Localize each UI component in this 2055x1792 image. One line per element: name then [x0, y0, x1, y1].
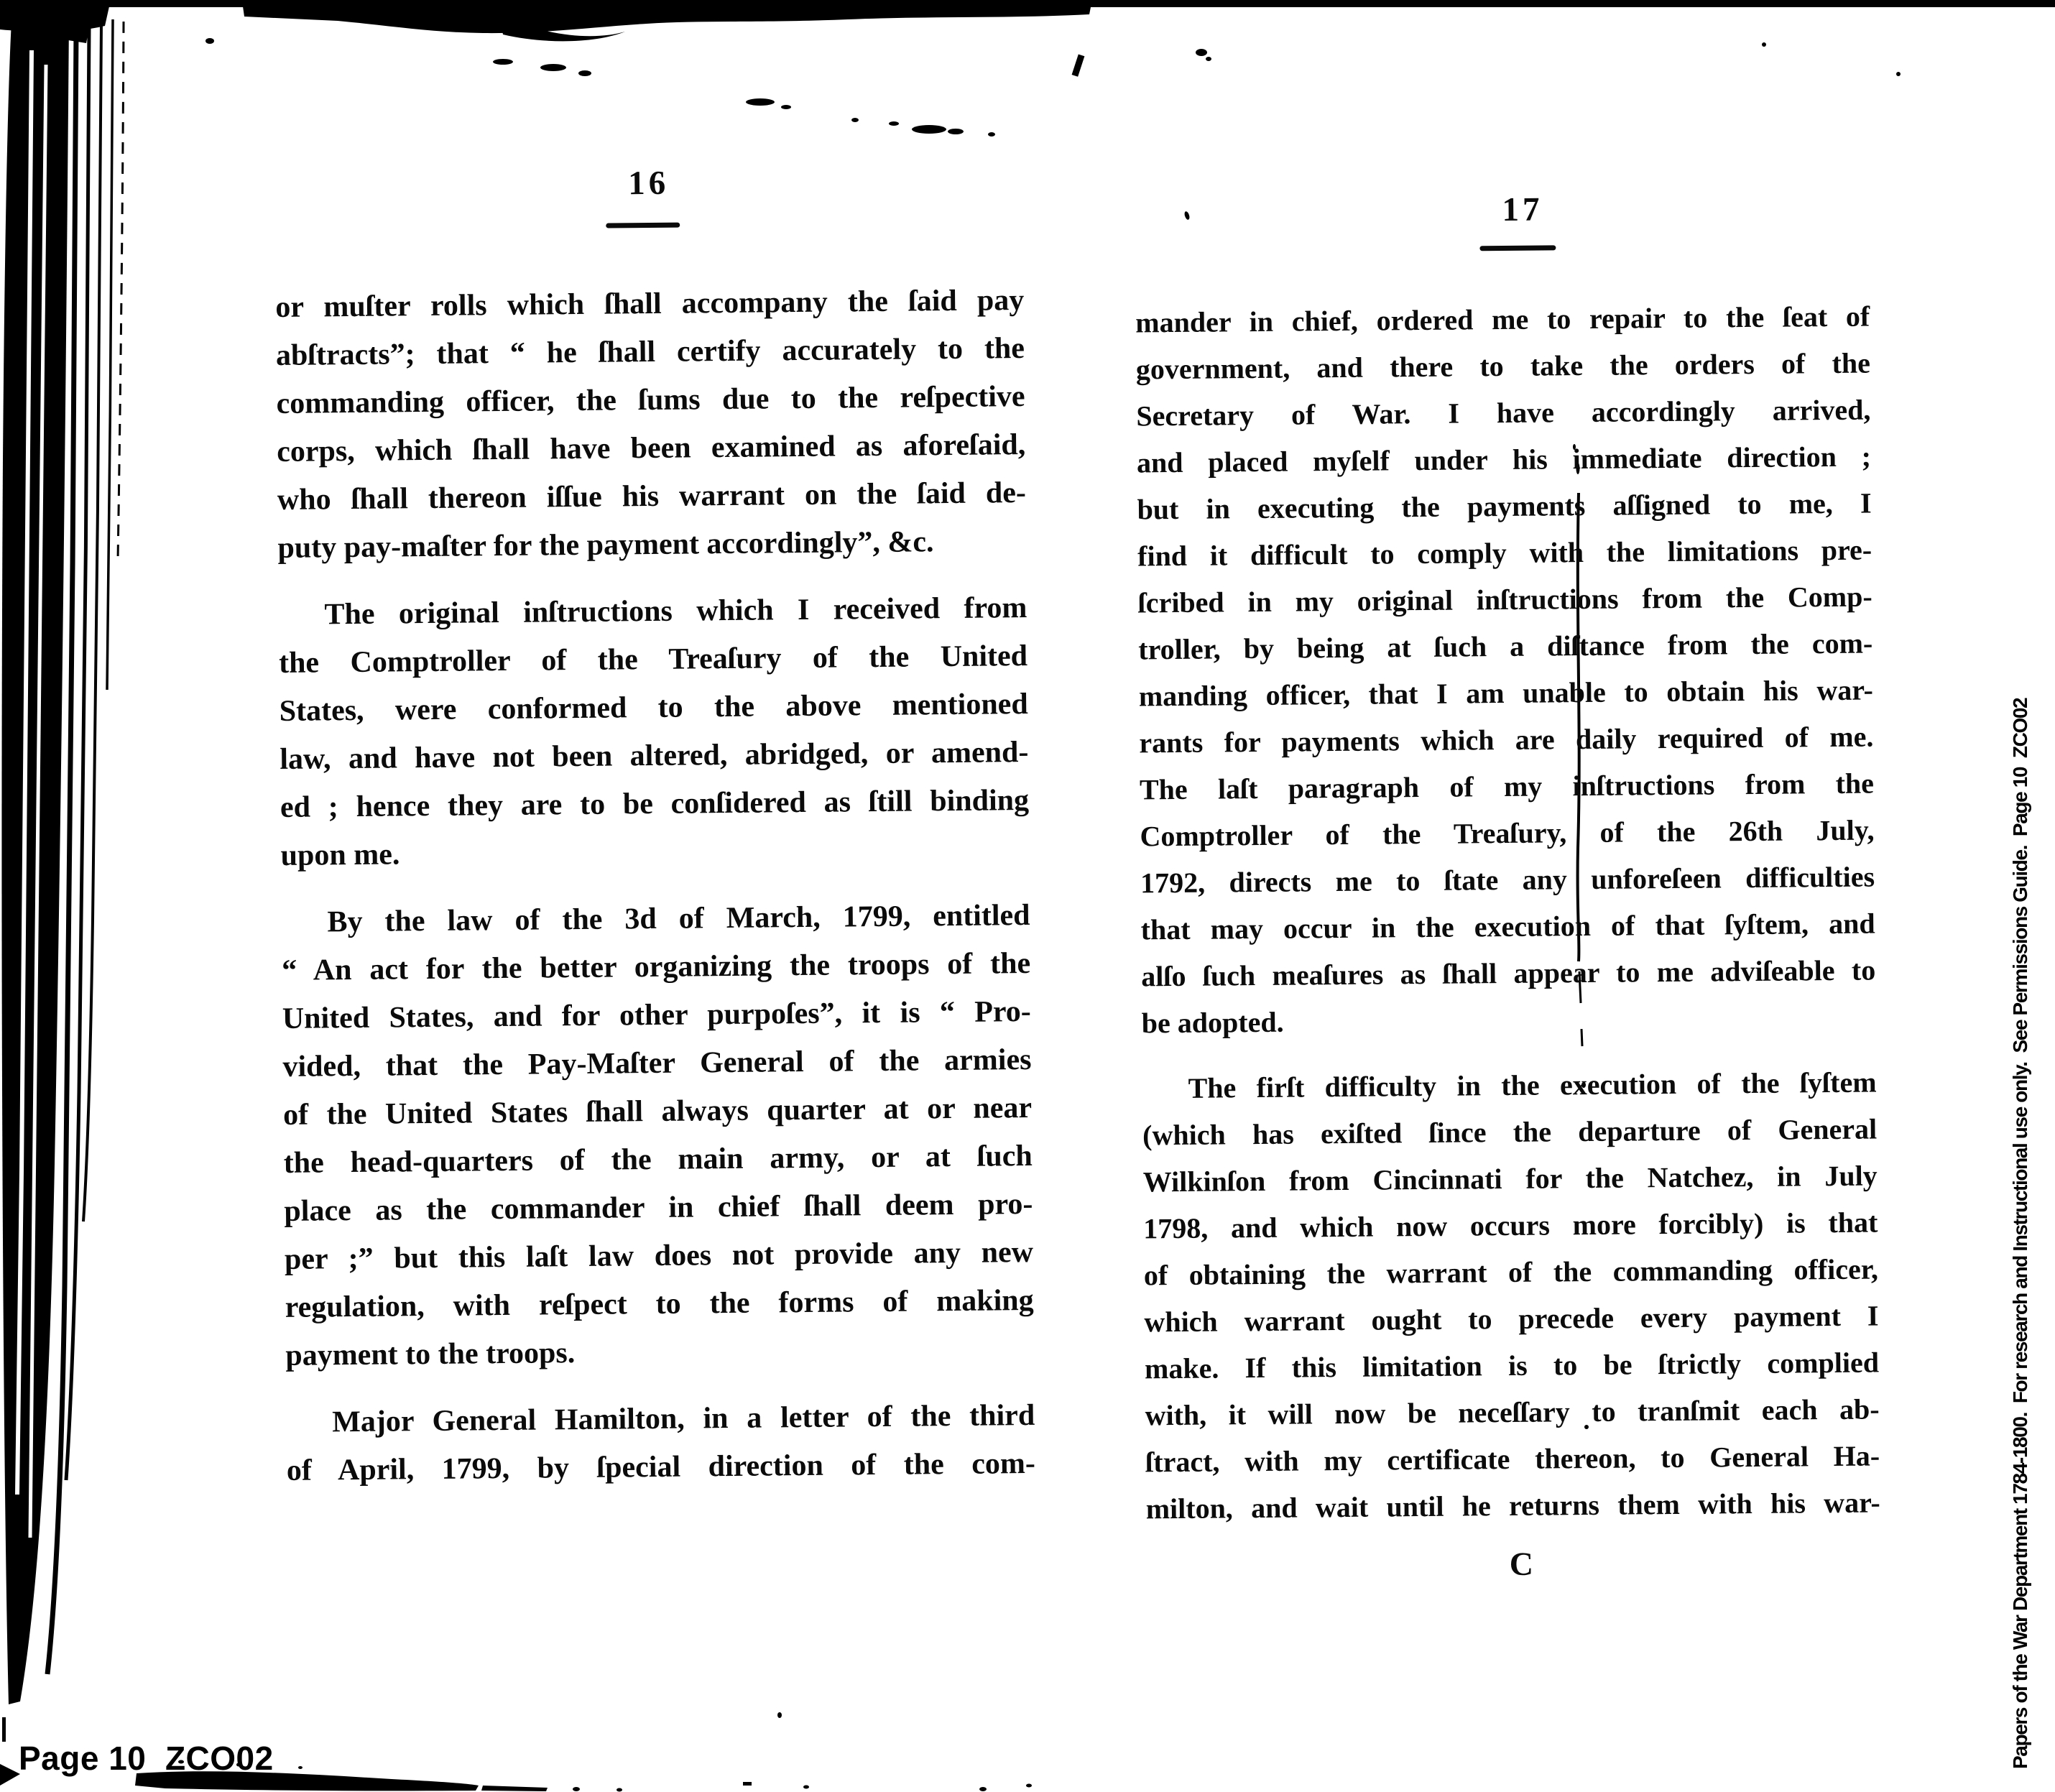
text-line: ſtract, with my certificate thereon, to General Ha-	[1145, 1439, 1880, 1479]
text-line: find it difficult to comply with the limitations pre-	[1137, 533, 1872, 573]
text-line: with, it will now be neceſſary to tranſmit each ab-	[1145, 1393, 1880, 1432]
paragraph	[1142, 1059, 1880, 1533]
text-line: of the United States ſhall always quarter at or near	[282, 1091, 1033, 1132]
page-17-text	[1135, 293, 1880, 1533]
text-line: abſtracts”; that “ he ſhall certify accurately to the	[275, 331, 1025, 372]
text-line: commanding officer, the ſums due to the reſpective	[276, 379, 1025, 420]
text-line: but in executing the payments aſſigned to me, I	[1137, 486, 1872, 526]
text-line: 1798, and which now occurs more forcibly) is that	[1143, 1206, 1878, 1245]
text-line: puty pay-maſter for the payment accordingly”, &c.	[277, 525, 934, 565]
text-line: regulation, with reſpect to the forms of making	[285, 1283, 1034, 1324]
text-line: of April, 1799, by ſpecial direction of the com-	[286, 1446, 1036, 1487]
text-line: manding officer, that I am unable to obtain his war-	[1138, 673, 1873, 713]
text-line: who ſhall thereon iſſue his warrant on the ſaid de-	[277, 476, 1027, 517]
text-line: alſo ſuch meaſures as ſhall appear to me adviſeable to	[1141, 953, 1876, 993]
text-line: corps, which ſhall have been examined as aforeſaid,	[277, 428, 1026, 468]
left-binding-artifact	[1, 19, 124, 1704]
paragraph	[281, 892, 1034, 1380]
page-number-rule-right	[1479, 245, 1556, 251]
text-line: The original inſtructions which I received from	[324, 591, 1028, 632]
page-number-rule-left	[606, 223, 680, 228]
footer-page-stamp: Page 10 ZCO02	[19, 1740, 274, 1777]
text-line: The firſt difficulty in the execution of the ſyſtem	[1188, 1066, 1877, 1104]
text-line: which warrant ought to precede every payment I	[1144, 1299, 1879, 1339]
text-line: and placed myſelf under his immediate direction ;	[1136, 440, 1872, 479]
text-line: “ An act for the better organizing the troops of the	[281, 946, 1031, 987]
text-line: per ;” but this laſt law does not provide any new	[284, 1235, 1034, 1276]
page-16-text	[275, 277, 1035, 1495]
text-line: 1792, directs me to ſtate any unforeſeen difficulties	[1140, 860, 1875, 900]
text-line: The laſt paragraph of my inſtructions from the	[1139, 767, 1875, 806]
text-line: ſcribed in my original inſtructions from the Comp-	[1137, 580, 1872, 619]
text-line: that may occur in the execution of that ſyſtem, and	[1140, 907, 1875, 946]
top-edge-artifact	[0, 0, 2055, 43]
paragraph	[275, 277, 1027, 573]
page-number-right: 17	[1502, 190, 1543, 228]
paragraph	[286, 1392, 1035, 1495]
text-line: ed ; hence they are to be conſidered as ſtill binding	[280, 783, 1030, 824]
text-line: upon me.	[280, 838, 400, 872]
text-line: milton, and wait until he returns them with his war-	[1145, 1486, 1880, 1525]
paragraph	[1135, 293, 1876, 1047]
text-line: place as the commander in chief ſhall deem pro-	[284, 1187, 1033, 1228]
text-line: make. If this limitation is to be ſtrictly complied	[1144, 1346, 1880, 1385]
page-17	[1135, 190, 1881, 1636]
page-number-left: 16	[627, 164, 670, 203]
text-line: (which has exiſted ſince the departure of General	[1142, 1112, 1878, 1152]
text-line: troller, by being at ſuch a diſtance from the com-	[1138, 627, 1873, 666]
signature-mark: C	[1509, 1545, 1534, 1582]
text-line: the Comptroller of the Treaſury of the United	[278, 639, 1028, 680]
text-line: Wilkinſon from Cincinnati for the Natchez, in July	[1142, 1159, 1878, 1198]
text-line: vided, that the Pay-Maſter General of the armies	[282, 1043, 1032, 1084]
text-line: Secretary of War. I have accordingly arrived,	[1136, 393, 1871, 433]
text-line: By the law of the 3d of March, 1799, entitled	[327, 898, 1030, 939]
text-line: the head-quarters of the main army, or at ſuch	[283, 1139, 1033, 1180]
text-line: States, were conformed to the above mentioned	[279, 687, 1028, 728]
sidebar-permissions-stamp: Papers of the War Department 1784-1800. For research and Instructional use only. See Permissions Guide. Page 10 ZCO02	[2009, 698, 2031, 1769]
text-line: government, and there to take the orders of the	[1135, 346, 1871, 386]
text-line: mander in chief, ordered me to repair to the ſeat of	[1135, 300, 1870, 339]
text-line: Major General Hamilton, in a letter of the third	[332, 1398, 1035, 1439]
text-line: United States, and for other purpoſes”, it is “ Pro-	[282, 994, 1032, 1035]
text-line: of obtaining the warrant of the commanding officer,	[1143, 1252, 1879, 1292]
text-line: be adopted.	[1141, 1005, 1284, 1040]
paragraph	[278, 584, 1030, 880]
text-line: law, and have not been altered, abridged, or amend-	[280, 735, 1029, 776]
text-line: or muſter rolls which ſhall accompany the ſaid pay	[275, 283, 1025, 324]
text-line: Comptroller of the Treaſury, of the 26th July,	[1140, 813, 1875, 853]
text-line: rants for payments which are daily required of me.	[1139, 720, 1874, 759]
page-16	[275, 164, 1036, 1520]
text-line: payment to the troops.	[285, 1336, 576, 1372]
